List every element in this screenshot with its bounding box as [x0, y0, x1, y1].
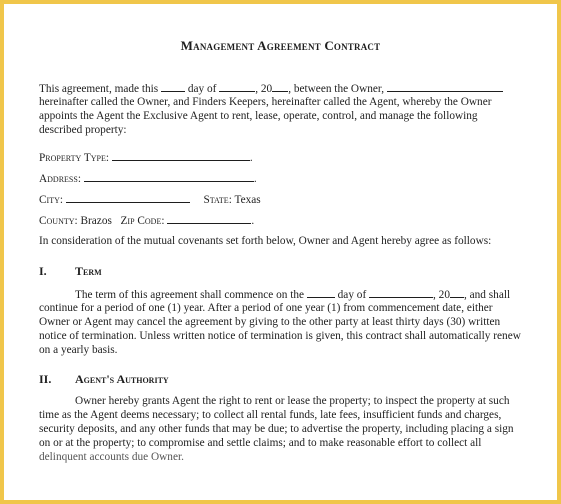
- property-type-blank: [112, 151, 250, 161]
- year-blank: [272, 82, 288, 92]
- section-2-number: II.: [39, 372, 52, 386]
- section-2-line-1: Owner hereby grants Agent the right to rent or lease the property; to inspect the property at such: [75, 395, 510, 407]
- start-month-blank: [369, 288, 433, 298]
- month-blank: [219, 82, 255, 92]
- zip-code-blank: [167, 214, 251, 224]
- address-label: Address:: [39, 173, 81, 185]
- address-field: Address: .: [39, 173, 257, 185]
- section-1-text: The term of this agreement shall commence on the: [75, 289, 304, 301]
- owner-name-blank: [387, 82, 503, 92]
- intro-text: , 20: [255, 83, 273, 95]
- intro-text: , between the Owner,: [288, 83, 385, 95]
- section-1-heading: Term: [75, 264, 102, 278]
- intro-line-2: hereinafter called the Owner, and Finders Keepers, hereinafter called the Agent, whereby the Owner: [39, 96, 492, 108]
- document-title: Management Agreement Contract: [180, 38, 381, 53]
- intro-text: This agreement, made this: [39, 83, 159, 95]
- section-1-text: , 20: [433, 289, 450, 301]
- section-2-line-2: time as the Agent deems necessary; to collect all rental funds, late fees, insufficient funds and charges,: [39, 409, 502, 421]
- intro-line-3: appoints the Agent the Exclusive Agent to rent, lease, operate, control, and manage the following: [39, 110, 478, 122]
- city-blank: [66, 193, 190, 203]
- property-type-field: Property Type: .: [39, 152, 253, 164]
- address-blank: [84, 172, 254, 182]
- start-day-blank: [307, 288, 335, 298]
- property-type-label: Property Type:: [39, 152, 110, 164]
- section-1-line-3: Owner or Agent may cancel the agreement by giving to the other party at least thirty days (30) written: [39, 316, 501, 328]
- section-1-number: I.: [39, 264, 47, 278]
- section-1-line-2: continue for a period of one (1) year. After a period of one year (1) from commencement date, either: [39, 302, 493, 314]
- section-2-line-3: security deposits, and any other funds that may be due; to advertise the property, including placing a sign: [39, 423, 514, 435]
- start-year-blank: [450, 288, 464, 298]
- section-1-text: day of: [337, 289, 367, 301]
- day-blank: [161, 82, 185, 92]
- city-state-field: [39, 193, 261, 208]
- section-1-line-1: [75, 288, 510, 303]
- section-1-text: , and shall: [463, 289, 511, 301]
- section-2-line-5: delinquent accounts due Owner.: [39, 451, 184, 463]
- county-label: County:: [39, 215, 78, 227]
- county-zip-field: County: Brazos Zip Code: .: [39, 215, 255, 227]
- section-2-line-4: on or at the property; to compromise and settle claims; and to make reasonable effort to collect all: [39, 437, 482, 449]
- zip-code-label: Zip Code:: [120, 215, 165, 227]
- consideration-line: In consideration of the mutual covenants set forth below, Owner and Agent hereby agree as follows:: [39, 235, 492, 247]
- intro-line-4: described property:: [39, 124, 127, 136]
- county-value: Brazos: [80, 215, 112, 227]
- section-1-line-4: notice of termination. Unless written notice of termination is given, this contract shall automatically renew: [39, 330, 521, 342]
- city-label: City:: [39, 194, 64, 206]
- intro-text: day of: [187, 83, 217, 95]
- section-2-heading: Agent's Authority: [75, 372, 169, 386]
- section-1-line-5: on a yearly basis.: [39, 344, 118, 356]
- state-label: State:: [203, 194, 232, 206]
- intro-line-1: [39, 82, 503, 97]
- state-value: Texas: [234, 194, 261, 206]
